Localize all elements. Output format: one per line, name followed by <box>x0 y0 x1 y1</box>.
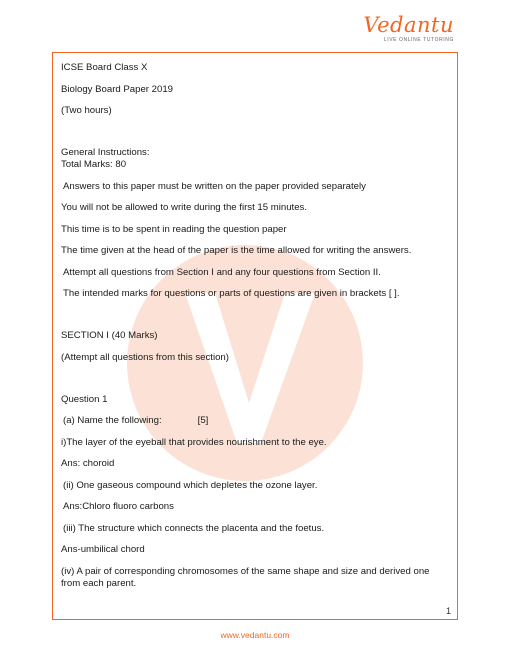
answer: Ans-umbilical chord <box>61 544 145 555</box>
answer: Ans: choroid <box>61 458 115 469</box>
vedantu-logo <box>363 14 454 43</box>
instruction-item: You will not be allowed to write during the first 15 minutes. <box>61 202 308 213</box>
instruction-item: This time is to be spent in reading the question paper <box>61 223 287 235</box>
section-title: SECTION I (40 Marks) <box>61 330 158 341</box>
question-item: (iv) A pair of corresponding chromosomes of the same shape and size and derived one from each parent. <box>61 565 430 589</box>
logo-tagline: LIVE ONLINE TUTORING <box>383 37 454 43</box>
instructions-heading: General Instructions: <box>61 147 150 158</box>
duration: (Two hours) <box>61 105 112 116</box>
logo-wordmark: Vedantu <box>363 13 454 37</box>
instruction-item: Attempt all questions from Section I and any four questions from Section II. <box>63 266 381 278</box>
question-title: Question 1 <box>61 393 108 405</box>
section-note: (Attempt all questions from this section) <box>61 351 229 363</box>
footer-url[interactable]: www.vedantu.com <box>220 630 290 640</box>
part-a-label: (a) Name the following: <box>63 415 162 426</box>
page-number: 1 <box>445 606 451 616</box>
total-marks: Total Marks: 80 <box>61 159 127 170</box>
paper-title: Biology Board Paper 2019 <box>61 83 174 95</box>
question-part-a <box>61 415 449 427</box>
answer: Ans:Chloro fluoro carbons <box>63 501 174 512</box>
paper-content <box>53 53 457 590</box>
question-item: (iii) The structure which connects the placenta and the foetus. <box>63 522 325 534</box>
question-item: i)The layer of the eyeball that provides nourishment to the eye. <box>61 436 327 448</box>
part-a-marks: [5] <box>197 415 209 426</box>
instruction-item: The time given at the head of the paper is the time allowed for writing the answers. <box>61 245 412 256</box>
board-class: ICSE Board Class X <box>61 62 148 73</box>
question-item: (ii) One gaseous compound which depletes the ozone layer. <box>63 479 318 491</box>
instruction-item: The intended marks for questions or parts of questions are given in brackets [ ]. <box>63 288 400 299</box>
page-frame <box>52 52 458 620</box>
instruction-item: Answers to this paper must be written on the paper provided separately <box>63 180 366 192</box>
